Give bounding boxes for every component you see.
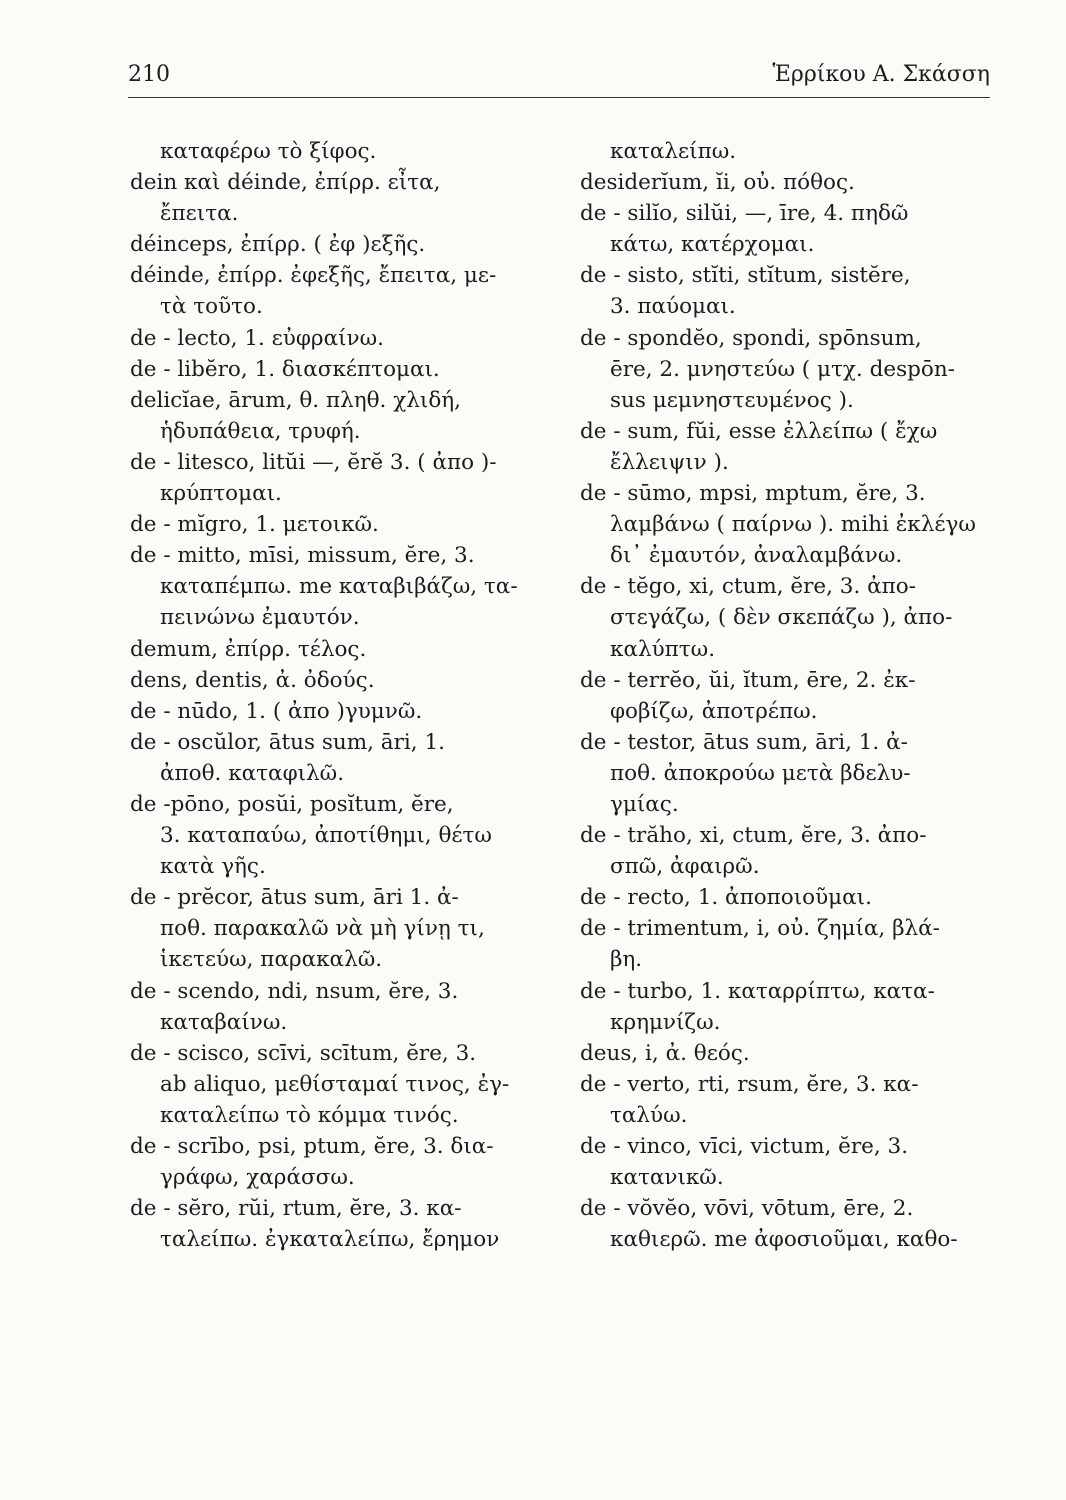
dictionary-line: de - turbo, 1. καταρρίπτω, κατα- [580, 978, 935, 1004]
dictionary-line: de - mitto, mīsi, missum, ĕre, 3. [130, 543, 475, 569]
dictionary-line: dens, dentis, ἀ. ὀδούς. [130, 667, 375, 693]
dictionary-line: de - sĕro, rŭi, rtum, ĕre, 3. κα- [130, 1196, 462, 1222]
dictionary-line: de - litesco, litŭi —, ĕrĕ 3. ( ἀπο )- [130, 449, 497, 475]
dictionary-line: ποθ. παρακαλῶ νὰ μὴ γίνῃ τι, [160, 916, 485, 942]
right-column [580, 136, 992, 1255]
dictionary-line: καταλείπω. [610, 139, 737, 164]
dictionary-line: κατανικῶ. [610, 1165, 724, 1191]
dictionary-line: de - trimentum, i, οὐ. ζημία, βλά- [580, 916, 940, 942]
dictionary-line: delicĭae, ārum, θ. πληθ. χλιδή, [130, 387, 461, 413]
dictionary-line: κατὰ γῆς. [160, 854, 266, 880]
header-rule [128, 97, 990, 98]
dictionary-line: desiderĭum, ĭi, οὐ. πόθος. [580, 170, 855, 196]
page-number: 210 [128, 62, 170, 87]
dictionary-line: de - silĭo, silŭi, —, īre, 4. πηδῶ [580, 201, 909, 227]
dictionary-line: de - prĕcor, ātus sum, āri 1. ἀ- [130, 885, 459, 911]
dictionary-line: ab aliquo, μεθίσταμαί τινος, ἐγ- [160, 1071, 510, 1097]
dictionary-line: καταλείπω τὸ κόμμα τινός. [160, 1102, 459, 1128]
dictionary-line: dein καὶ déinde, ἐπίρρ. εἶτα, [130, 170, 441, 196]
dictionary-line: de - nūdo, 1. ( ἀπο )γυμνῶ. [130, 698, 423, 724]
dictionary-line: sus μεμνηστευμένος ). [610, 387, 854, 413]
dictionary-line: de - lecto, 1. εὐφραίνω. [130, 325, 384, 351]
dictionary-line: καλύπτω. [610, 636, 716, 662]
dictionary-line: de - recto, 1. ἀποποιοῦμαι. [580, 885, 872, 911]
dictionary-line: demum, ἐπίρρ. τέλος. [130, 636, 367, 662]
dictionary-line: de - terrĕo, ŭi, ĭtum, ēre, 2. ἐκ- [580, 667, 916, 693]
dictionary-line: βη. [610, 947, 643, 973]
dictionary-line: δι᾽ ἐμαυτόν, ἀναλαμβάνω. [610, 543, 903, 569]
dictionary-line: ἡδυπάθεια, τρυφή. [160, 418, 361, 444]
dictionary-line: déinde, ἐπίρρ. ἐφεξῆς, ἔπειτα, με- [130, 263, 497, 289]
dictionary-line: τὰ τοῦτο. [160, 294, 263, 320]
dictionary-line: πεινώνω ἐμαυτόν. [160, 605, 360, 631]
dictionary-line: deus, i, ἀ. θεός. [580, 1040, 750, 1066]
dictionary-line: γμίας. [610, 791, 679, 817]
dictionary-line: de - scrībo, psi, ptum, ĕre, 3. δια- [130, 1134, 494, 1159]
dictionary-line: de - vinco, vīci, victum, ĕre, 3. [580, 1134, 909, 1159]
dictionary-line: κρημνίζω. [610, 1009, 721, 1035]
dictionary-line: καθιερῶ. me ἀφοσιοῦμαι, καθο- [610, 1227, 958, 1253]
dictionary-line: de - mĭgro, 1. μετοικῶ. [130, 512, 379, 538]
dictionary-line: de - vŏvĕo, vōvi, vōtum, ēre, 2. [580, 1196, 914, 1222]
dictionary-line: 3. παύομαι. [610, 294, 736, 320]
dictionary-line: de - scisco, scīvi, scītum, ĕre, 3. [130, 1040, 477, 1066]
dictionary-line: ποθ. ἀποκρούω μετὰ βδελυ- [610, 760, 911, 786]
dictionary-line: de - tĕgo, xi, ctum, ĕre, 3. ἀπο- [580, 574, 917, 600]
page-header [128, 62, 990, 98]
dictionary-line: σπῶ, ἀφαιρῶ. [610, 854, 760, 880]
dictionary-line: ἔπειτα. [160, 201, 239, 227]
dictionary-line: ἔλλειψιν ). [610, 449, 729, 475]
dictionary-line: de - oscŭlor, ātus sum, āri, 1. [130, 729, 445, 755]
dictionary-line: καταβαίνω. [160, 1009, 288, 1035]
dictionary-line: γράφω, χαράσσω. [160, 1165, 355, 1191]
dictionary-line: ἱκετεύω, παρακαλῶ. [160, 947, 383, 973]
dictionary-line: de - testor, ātus sum, āri, 1. ἀ- [580, 729, 908, 755]
dictionary-line: λαμβάνω ( παίρνω ). mihi ἐκλέγω [610, 512, 976, 538]
dictionary-line: καταφέρω τὸ ξίφος. [160, 139, 377, 164]
dictionary-line: de -pōno, posŭi, posĭtum, ĕre, [130, 791, 454, 817]
dictionary-line: κρύπτομαι. [160, 481, 282, 507]
dictionary-line: ēre, 2. μνηστεύω ( μτχ. despōn- [610, 356, 955, 382]
dictionary-line: déinceps, ἐπίρρ. ( ἐφ )εξῆς. [130, 232, 426, 258]
left-column [130, 136, 550, 1255]
dictionary-line: de - sum, fŭi, esse ἐλλείπω ( ἔχω [580, 418, 938, 444]
dictionary-line: de - scendo, ndi, nsum, ĕre, 3. [130, 978, 459, 1004]
dictionary-line: de - trăho, xi, ctum, ĕre, 3. ἀπο- [580, 823, 927, 849]
dictionary-line: ἀποθ. καταφιλῶ. [160, 760, 345, 786]
dictionary-line: de - verto, rti, rsum, ĕre, 3. κα- [580, 1071, 919, 1097]
dictionary-line: de - sisto, stĭti, stĭtum, sistĕre, [580, 263, 911, 289]
dictionary-line: de - spondĕo, spondi, spōnsum, [580, 325, 922, 351]
dictionary-line: καταπέμπω. me καταβιβάζω, τα- [160, 574, 518, 600]
dictionary-line: de - libĕro, 1. διασκέπτομαι. [130, 356, 440, 382]
dictionary-line: στεγάζω, ( δὲν σκεπάζω ), ἀπο- [610, 605, 953, 631]
dictionary-line: ταλείπω. ἐγκαταλείπω, ἔρημον [160, 1227, 500, 1253]
dictionary-line: κάτω, κατέρχομαι. [610, 232, 815, 258]
running-title: Ἑρρίκου Α. Σκάσση [772, 62, 990, 87]
dictionary-line: φοβίζω, ἀποτρέπω. [610, 698, 818, 724]
dictionary-line: 3. καταπαύω, ἀποτίθημι, θέτω [160, 823, 492, 849]
dictionary-line: de - sūmo, mpsi, mptum, ĕre, 3. [580, 481, 926, 507]
dictionary-line: ταλύω. [610, 1102, 688, 1128]
